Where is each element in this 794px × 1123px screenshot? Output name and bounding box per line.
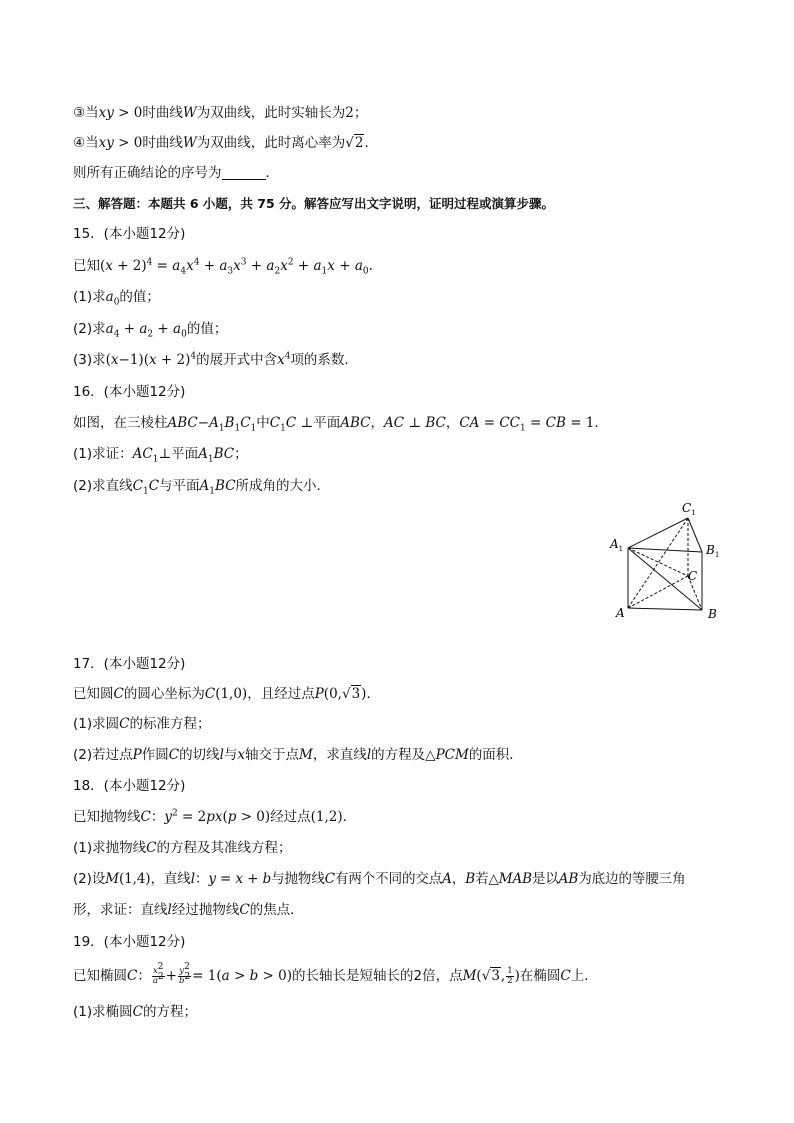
q19-part1: (1)求椭圆C的方程； <box>73 1004 197 1020</box>
q15-part3: (3)求$(x-1)(x + 2)^4$的展开式中含$x^4$项的系数． <box>73 351 358 368</box>
fill-blank-prompt: 则所有正确结论的序号为 ． <box>73 165 279 181</box>
q18-part1: (1)求抛物线C的方程及其准线方程； <box>73 840 292 856</box>
q17-part1: (1)求圆C的标准方程； <box>73 716 211 732</box>
q18-part2-cont: 形，求证：直线l经过抛物线C的焦点． <box>73 902 304 918</box>
statement-3: ③当xy > 0时曲线W为双曲线，此时实轴长为2； <box>73 105 368 121</box>
label-a1: $A_1$ <box>610 537 624 553</box>
q15-stem: 已知$(x + 2)^4 = a_4x^4 + a_3x^3 + a_2x^2 + a_1x + a_0$. <box>73 257 373 277</box>
statement-4: ④当xy > 0时曲线W为双曲线，此时离心率为√2． <box>73 135 378 151</box>
q15-part2: (2)求$a_4 + a_2 + a_0$的值； <box>73 321 228 340</box>
q15-part1: (1)求$a_0$的值； <box>73 289 160 308</box>
q18-part2: (2)设M(1,4)，直线l：y = x + b与抛物线C有两个不同的交点A，B若△MAB是以AB为底边的等腰三角 <box>73 871 686 887</box>
q18-header: 18．(本小题12分) <box>73 778 186 794</box>
label-a: A <box>616 606 625 620</box>
label-c1: $C_1$ <box>682 501 696 517</box>
q17-part2: (2)若过点P作圆C的切线l与x轴交于点M，求直线l的方程及△PCM的面积． <box>73 747 523 763</box>
label-b1: $B_1$ <box>706 543 720 559</box>
section-heading: 三、解答题：本题共 6 小题，共 75 分。解答应写出文字说明，证明过程或演算步骤。 <box>73 196 555 211</box>
q19-header: 19．(本小题12分) <box>73 934 186 950</box>
label-b: B <box>708 607 717 621</box>
q19-stem: 已知椭圆C： $\frac{x^2}{a^2}$ + $\frac{y^2}{b^2}$ = 1(a > b > 0)的长轴长是短轴长的2倍，点M(√3, $\frac{1}{2}$ )在椭圆C上． <box>73 961 598 986</box>
q17-header: 17．(本小题12分) <box>73 656 186 672</box>
q16-part2: (2)求直线$C_1C$与平面$A_1BC$所成角的大小． <box>73 478 331 497</box>
q16-part1: (1)求证：$AC_1\perp$平面$A_1BC$； <box>73 446 248 465</box>
prism-figure <box>606 498 726 622</box>
q17-stem: 已知圆C的圆心坐标为C(1,0)，且经过点P(0,√3)． <box>73 686 380 702</box>
q18-stem: 已知抛物线C：$y^2 = 2px(p > 0)$经过点(1,2)． <box>73 808 357 825</box>
label-c: C <box>688 569 698 583</box>
q15-header: 15．(本小题12分) <box>73 226 186 242</box>
answer-blank[interactable] <box>222 165 266 180</box>
q16-header: 16．(本小题12分) <box>73 384 186 400</box>
q16-stem: 如图，在三棱柱$ABC-A_1B_1C_1$中$C_1C$ ⊥平面ABC，AC ⊥ BC，CA = $CC_1$ = CB = 1． <box>73 415 608 434</box>
